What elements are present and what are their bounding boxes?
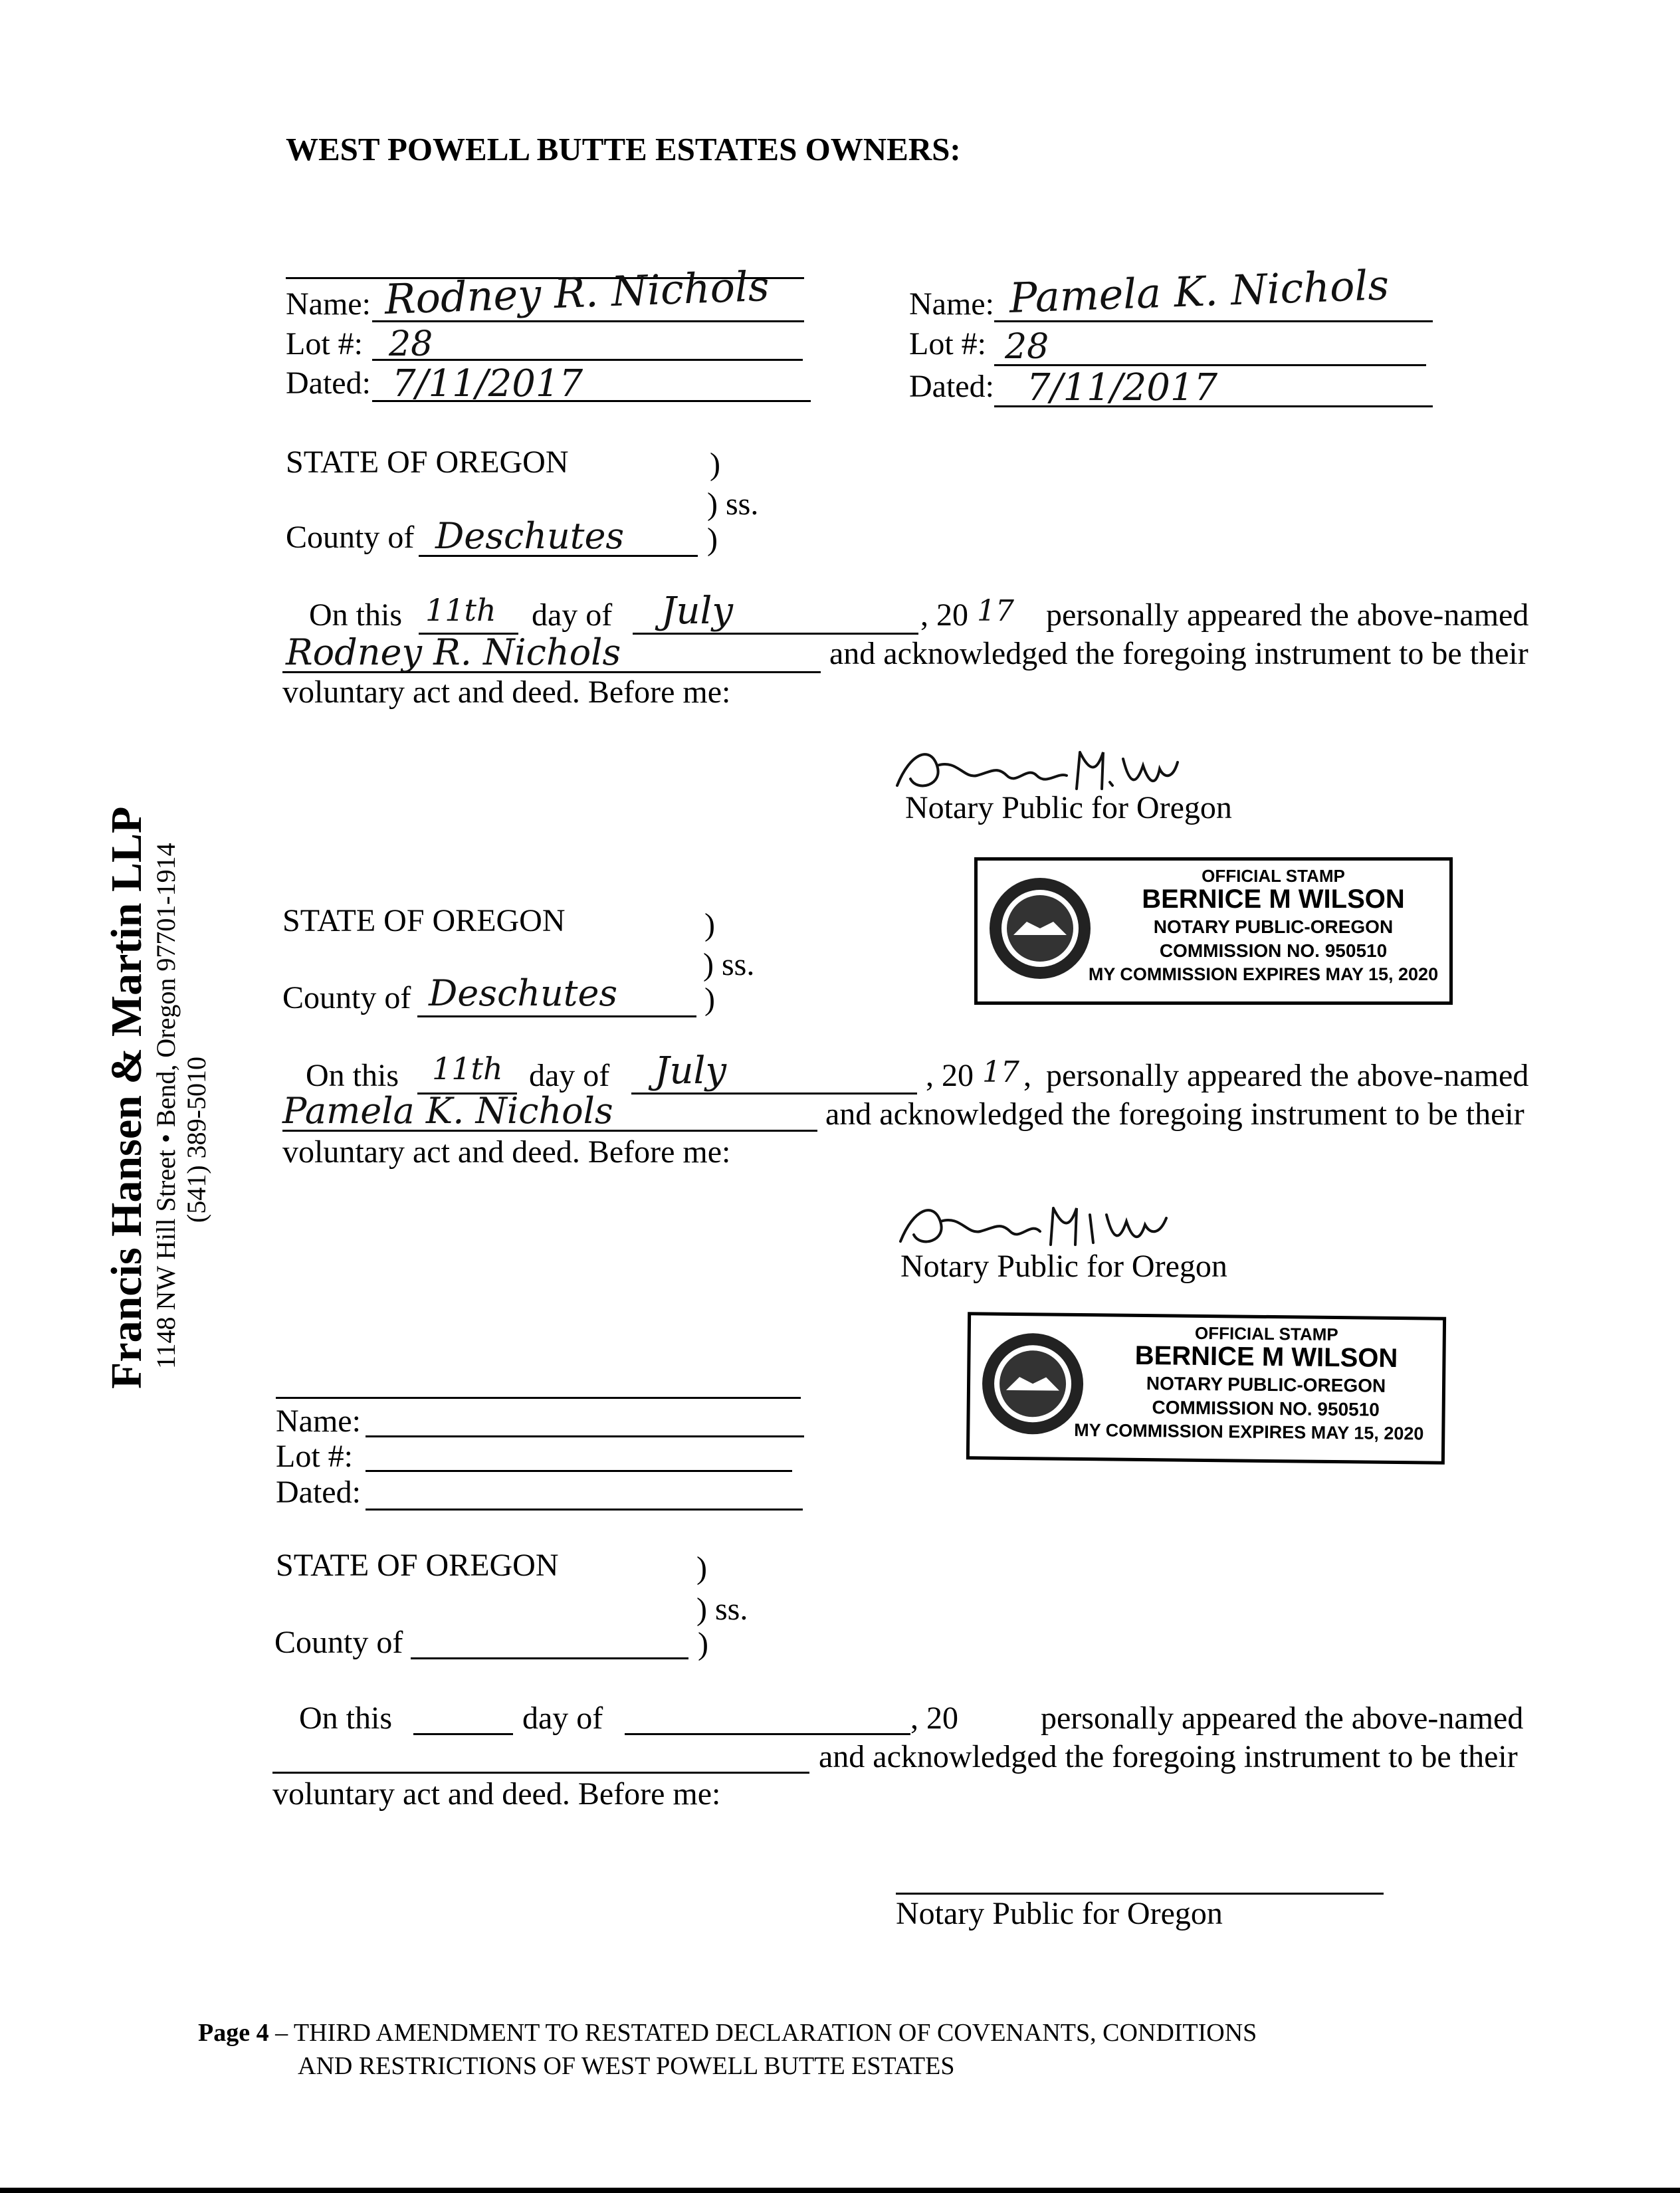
owner2-lot-label: Lot #:	[909, 326, 986, 362]
ack2-on-this: On this	[306, 1058, 399, 1093]
stamp2-line1: OFFICIAL STAMP	[1194, 1322, 1338, 1345]
ack3-person-line	[272, 1772, 809, 1774]
page-title: WEST POWELL BUTTE ESTATES OWNERS:	[286, 131, 961, 167]
ack1-year-prefix: , 20	[920, 597, 968, 633]
ack1-year-value: 17	[977, 594, 1014, 628]
stamp2-line4: COMMISSION NO. 950510	[1152, 1397, 1380, 1420]
owner1-dated-label: Dated:	[286, 366, 371, 401]
ack2-ss: ) ss.	[703, 947, 755, 982]
ack3-year-prefix: , 20	[910, 1701, 958, 1736]
ack1-paren-2: )	[707, 522, 718, 557]
ack3-notary-signature-line	[896, 1893, 1384, 1895]
stamp2-line5: MY COMMISSION EXPIRES MAY 15, 2020	[1074, 1419, 1424, 1444]
ack2-county-line	[417, 1015, 696, 1017]
stamp1-line4: COMMISSION NO. 950510	[1159, 940, 1388, 961]
owner1-lot-label: Lot #:	[286, 326, 363, 362]
ack2-notary-signature	[894, 1195, 1173, 1255]
ack1-ss: ) ss.	[707, 486, 759, 522]
firm-address: 1148 NW Hill Street • Bend, Oregon 97701-1914	[151, 843, 181, 1369]
stamp2-line3: NOTARY PUBLIC-OREGON	[1146, 1373, 1386, 1396]
ack2-year-value: 17	[982, 1055, 1019, 1089]
footer-title-line-1: – THIRD AMENDMENT TO RESTATED DECLARATION OF COVENANTS, CONDITIONS	[268, 2019, 1257, 2047]
ack3-state: STATE OF OREGON	[276, 1548, 559, 1583]
ack1-day-of: day of	[532, 597, 613, 633]
ack2-notary-label: Notary Public for Oregon	[900, 1249, 1227, 1284]
ack1-month-line	[633, 633, 918, 635]
ack1-person-value: Rodney R. Nichols	[286, 631, 621, 673]
owner1-name-label: Name:	[286, 286, 371, 322]
ack2-acknowledged: and acknowledged the foregoing instrument to be their	[825, 1096, 1524, 1132]
ack3-notary-label: Notary Public for Oregon	[896, 1896, 1223, 1931]
ack1-paren-1: )	[710, 447, 720, 482]
firm-name: Francis Hansen & Martin LLP	[102, 806, 151, 1389]
footer-title-line-2: AND RESTRICTIONS OF WEST POWELL BUTTE ESTATES	[298, 2052, 955, 2080]
ack1-state: STATE OF OREGON	[286, 445, 569, 480]
owner1-lot-value: 28	[389, 324, 433, 364]
owner2-dated-label: Dated:	[909, 369, 994, 404]
ack3-day-line	[413, 1733, 513, 1735]
stamp1-line1: OFFICIAL STAMP	[1202, 866, 1345, 886]
ack2-appeared: personally appeared the above-named	[1046, 1058, 1529, 1093]
ack3-county-label: County of	[274, 1625, 403, 1660]
stamp2-line2: BERNICE M WILSON	[1134, 1340, 1398, 1374]
ack1-county-label: County of	[286, 520, 415, 555]
ack2-paren-1: )	[704, 907, 715, 942]
owner2-name-label: Name:	[909, 286, 994, 322]
owner1-dated-value: 7/11/2017	[392, 362, 583, 405]
ack2-county-label: County of	[282, 980, 411, 1015]
owner1-name-signature: Rodney R. Nichols	[383, 261, 770, 324]
ack3-appeared: personally appeared the above-named	[1041, 1701, 1524, 1736]
ack3-paren-1: )	[696, 1550, 707, 1586]
firm-phone: (541) 389-5010	[181, 1057, 211, 1223]
ack1-day-value: 11th	[425, 592, 496, 628]
ack2-person-value: Pamela K. Nichols	[282, 1090, 613, 1132]
scan-bottom-edge	[0, 2188, 1680, 2193]
ack1-county-value: Deschutes	[435, 515, 625, 557]
owner3-name-line	[366, 1435, 804, 1437]
notary-stamp-1	[974, 857, 1453, 1005]
ack3-county-line	[411, 1657, 688, 1659]
ack3-ss: ) ss.	[696, 1592, 748, 1627]
owner2-dated-value: 7/11/2017	[1027, 366, 1218, 409]
footer-line-1	[198, 2020, 1257, 2045]
owner3-lot-line	[366, 1470, 792, 1472]
stamp1-line3: NOTARY PUBLIC-OREGON	[1153, 916, 1394, 937]
owner3-name-label: Name:	[276, 1404, 361, 1439]
ack1-voluntary: voluntary act and deed. Before me:	[282, 675, 731, 710]
ack1-on-this: On this	[309, 597, 403, 633]
ack3-voluntary: voluntary act and deed. Before me:	[272, 1776, 721, 1812]
ack1-month-value: July	[661, 589, 734, 633]
ack1-notary-label: Notary Public for Oregon	[905, 790, 1232, 825]
ack3-day-of: day of	[522, 1701, 603, 1736]
owner1-lot-line	[372, 359, 803, 361]
ack1-appeared: personally appeared the above-named	[1046, 597, 1529, 633]
ack1-acknowledged: and acknowledged the foregoing instrument to be their	[829, 636, 1528, 671]
ack2-month-line	[631, 1093, 917, 1095]
ack3-paren-2: )	[698, 1626, 708, 1661]
ack3-on-this: On this	[299, 1701, 393, 1736]
ack2-month-value: July	[655, 1049, 727, 1093]
owner2-name-line	[994, 320, 1433, 322]
ack2-state: STATE OF OREGON	[282, 903, 566, 938]
owner2-name-signature: Pamela K. Nichols	[1008, 261, 1390, 322]
notary-stamp-2	[966, 1312, 1446, 1465]
ack2-year-prefix: , 20	[926, 1058, 974, 1093]
owner3-top-rule	[276, 1397, 801, 1399]
stamp1-line2: BERNICE M WILSON	[1142, 885, 1405, 914]
owner2-lot-value: 28	[1005, 327, 1049, 367]
ack3-acknowledged: and acknowledged the foregoing instrument to be their	[819, 1739, 1518, 1774]
footer-page-label: Page 4	[198, 2019, 269, 2047]
stamp1-line5: MY COMMISSION EXPIRES MAY 15, 2020	[1088, 964, 1439, 984]
ack2-day-of: day of	[529, 1058, 610, 1093]
ack2-paren-2: )	[704, 982, 715, 1017]
ack2-county-value: Deschutes	[429, 972, 618, 1014]
owner3-dated-line	[366, 1509, 803, 1511]
owner3-dated-label: Dated:	[276, 1475, 361, 1510]
ack3-month-line	[625, 1733, 910, 1735]
ack2-day-value: 11th	[432, 1051, 503, 1087]
ack2-year-suffix: ,	[1023, 1058, 1031, 1093]
owner3-lot-label: Lot #:	[276, 1439, 353, 1474]
ack2-voluntary: voluntary act and deed. Before me:	[282, 1134, 731, 1170]
